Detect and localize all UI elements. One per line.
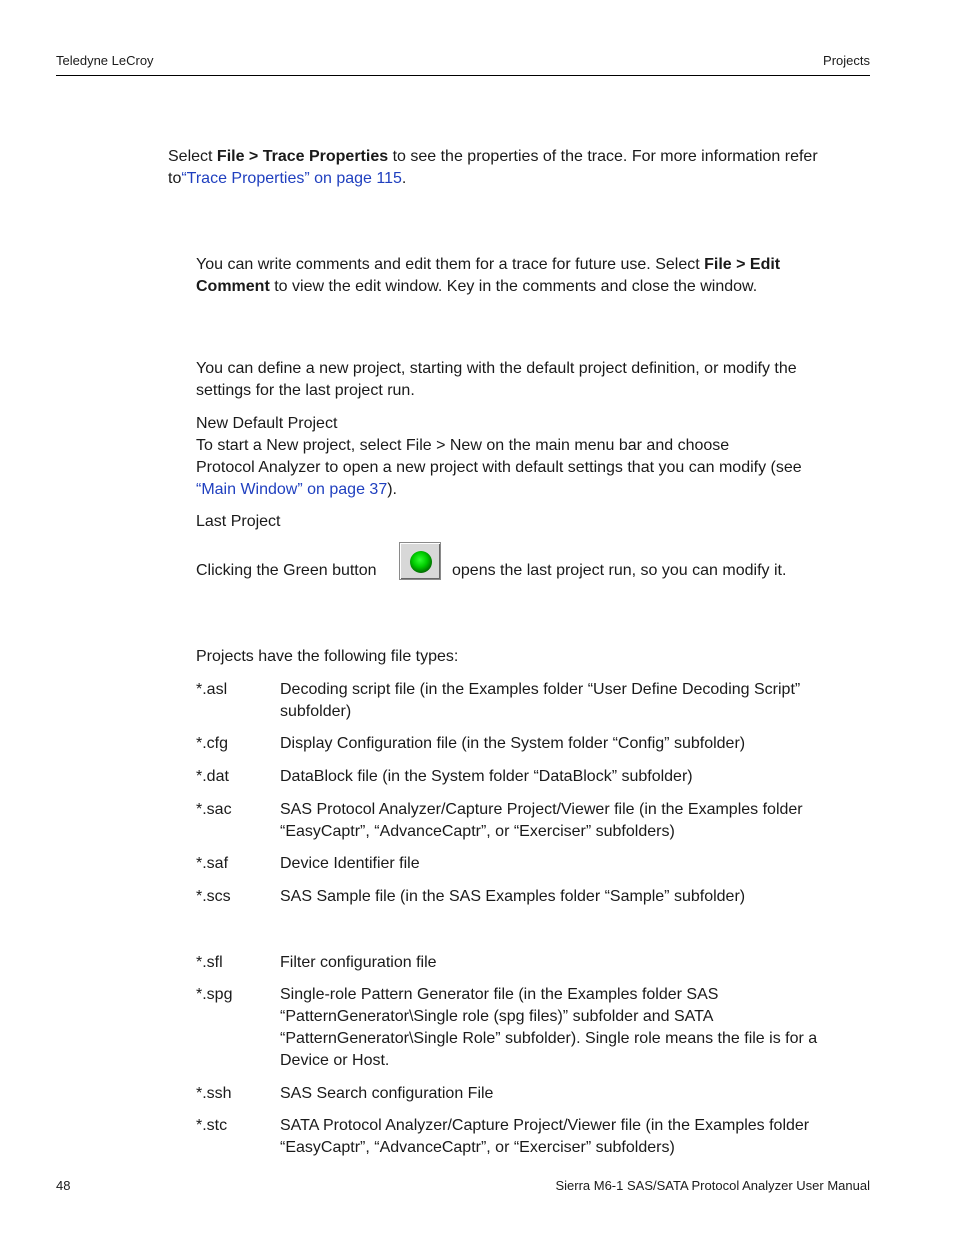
file-type-description: Device Identifier file bbox=[280, 855, 420, 872]
trace-properties-link[interactable]: “Trace Properties” on page 115 bbox=[181, 170, 402, 187]
file-type-extension: *.spg bbox=[196, 986, 233, 1003]
file-type-extension: *.stc bbox=[196, 1117, 228, 1134]
file-type-description: Filter configuration file bbox=[280, 954, 437, 971]
file-type-extension: *.ssh bbox=[196, 1085, 232, 1102]
trace-properties-menu-path: File > Trace Properties bbox=[216, 148, 389, 165]
file-type-extension: *.scs bbox=[196, 888, 231, 905]
edit-comment-menu-path-1: File > Edit bbox=[704, 256, 781, 273]
file-type-description: DataBlock file (in the System folder “DataBlock” subfolder) bbox=[280, 768, 693, 785]
new-default-project-title: New Default Project bbox=[196, 415, 338, 432]
file-type-description: SATA Protocol Analyzer/Capture Project/Viewer file (in the Examples folder “EasyCaptr”, “AdvanceCaptr”, or “Exerciser” subfolders) bbox=[280, 1117, 810, 1156]
edit-comment-paragraph: You can write comments and edit them for a trace for future use. Select File > Edit Comment to view the edit window. Key in the comments and close the window. bbox=[196, 256, 781, 295]
file-type-extension: *.sac bbox=[196, 801, 232, 818]
file-type-description: SAS Sample file (in the SAS Examples folder “Sample” subfolder) bbox=[280, 888, 746, 905]
file-type-extension: *.saf bbox=[196, 855, 229, 872]
last-project-text-after: opens the last project run, so you can modify it. bbox=[452, 562, 787, 579]
file-type-description: SAS Protocol Analyzer/Capture Project/Viewer file (in the Examples folder “EasyCaptr”, “AdvanceCaptr”, or “Exerciser” subfolders) bbox=[280, 801, 803, 840]
main-window-link[interactable]: “Main Window” on page 37 bbox=[196, 481, 388, 498]
file-type-extension: *.cfg bbox=[196, 735, 229, 752]
file-type-description: SAS Search configuration File bbox=[280, 1085, 494, 1102]
last-project-title: Last Project bbox=[196, 513, 281, 530]
file-type-description: Display Configuration file (in the System folder “Config” subfolder) bbox=[280, 735, 746, 752]
last-project-text-before: Clicking the Green button bbox=[196, 562, 377, 579]
trace-properties-paragraph: Select File > Trace Properties to see the properties of the trace. For more information refer to“Trace Properties” on page 115. bbox=[168, 148, 818, 187]
file-type-extension: *.dat bbox=[196, 768, 229, 785]
running-header-company: Teledyne LeCroy bbox=[56, 53, 154, 68]
file-types-intro: Projects have the following file types: bbox=[196, 648, 459, 665]
green-run-button[interactable] bbox=[399, 542, 441, 580]
file-type-description: Single-role Pattern Generator file (in the Examples folder SAS “PatternGenerator\Single role (spg files)” subfolder and SATA “PatternGenerator\Single Role” subfolder). Single role means the file is for a Device or Host. bbox=[280, 986, 818, 1069]
running-header-section: Projects bbox=[823, 53, 870, 68]
header-rule bbox=[56, 75, 870, 76]
new-default-project-section: New Default Project To start a New project, select File > New on the main menu bar and choose Protocol Analyzer to open a new project with default settings that you can modify (see “Main Window” on page 37). bbox=[196, 415, 802, 498]
green-run-icon bbox=[410, 551, 432, 573]
page-number: 48 bbox=[56, 1178, 71, 1193]
file-type-description: Decoding script file (in the Examples folder “User Define Decoding Script” subfolder) bbox=[280, 681, 801, 720]
file-type-extension: *.sfl bbox=[196, 954, 223, 971]
file-type-extension: *.asl bbox=[196, 681, 228, 698]
edit-comment-menu-path-2: Comment bbox=[196, 278, 270, 295]
manual-title: Sierra M6-1 SAS/SATA Protocol Analyzer User Manual bbox=[555, 1178, 870, 1193]
project-intro-paragraph: You can define a new project, starting with the default project definition, or modify the settings for the last project run. bbox=[196, 360, 797, 399]
